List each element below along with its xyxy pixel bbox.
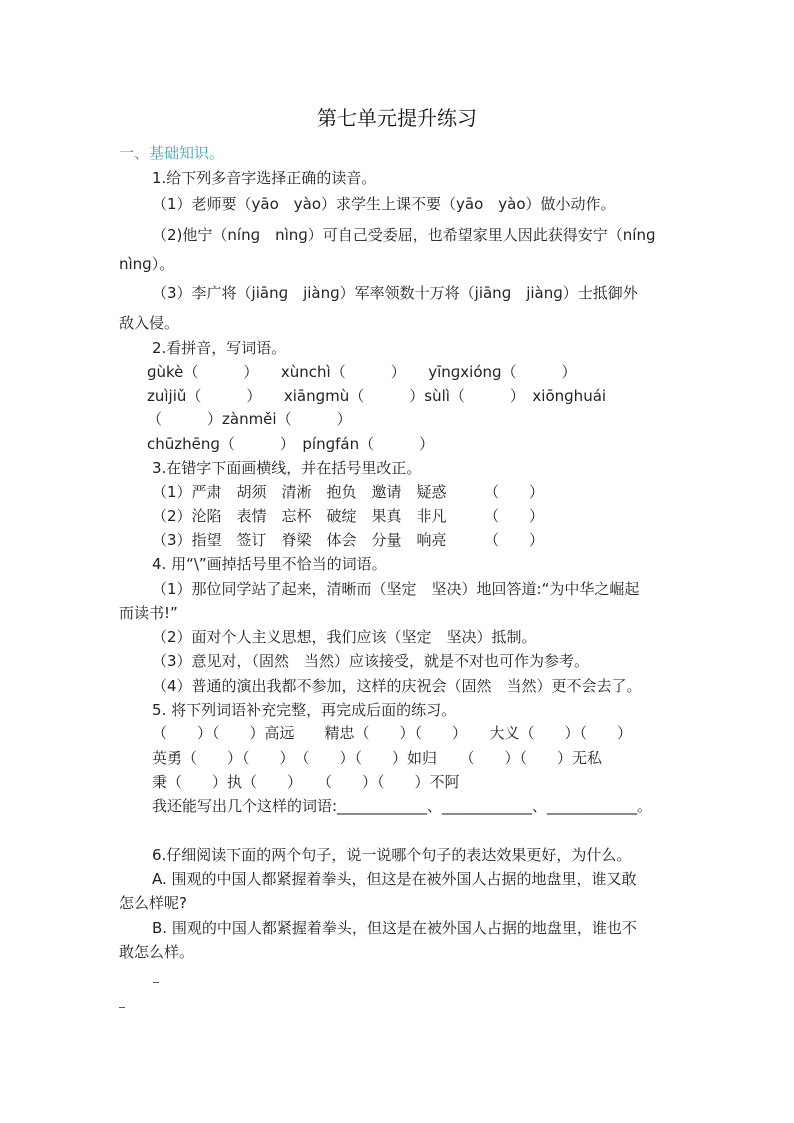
- q6-sentence-b-line-2: 敢怎么样。: [119, 943, 195, 961]
- q5-row-3: 秉（ ）执（ ） （ ）（ ）不阿: [152, 773, 460, 791]
- q1-item-3-line-1: （3）李广将（jiānɡ jiànɡ）军率领数十万将（jiānɡ jiànɡ）士抵御外: [152, 284, 638, 302]
- q1-item-3-line-2: 敌入侵。: [119, 314, 180, 332]
- q6-sentence-b-line-1: B. 围观的中国人都紧握着拳头，但这是在被外国人占据的地盘里，谁也不: [152, 919, 637, 937]
- q2-heading: 2.看拼音，写词语。: [152, 339, 287, 357]
- q4-item-1-line-1: （1）那位同学站了起来，清晰而（坚定 坚决）地回答道:“为中华之崛起: [152, 580, 640, 598]
- q4-item-3: （3）意见对，（固然 当然）应该接受，就是不对也可作为参考。: [152, 652, 590, 670]
- q5-row-1: （ ）（ ）高远 精忠（ ）（ ） 大义（ ）（ ）: [152, 724, 633, 742]
- q5-row-4: 我还能写出几个这样的词语:____________、____________、____________。: [152, 797, 653, 815]
- q6-sentence-a-line-2: 怎么样呢?: [119, 894, 187, 912]
- q4-item-2: （2）面对个人主义思想，我们应该（坚定 坚决）抵制。: [152, 628, 537, 646]
- section-heading-basics: 一、基础知识。: [119, 144, 225, 162]
- q6-heading: 6.仔细阅读下面的两个句子，说一说哪个句子的表达效果更好，为什么。: [152, 846, 632, 864]
- q1-heading: 1.给下列多音字选择正确的读音。: [152, 169, 377, 187]
- page-title: 第七单元提升练习: [317, 106, 477, 130]
- q1-item-1: （1）老师要（yāo yào）求学生上课不要（yāo yào）做小动作。: [152, 195, 616, 213]
- q4-item-4: （4）普通的演出我都不参加，这样的庆祝会（固然 当然）更不会去了。: [152, 677, 642, 695]
- q3-row-3: （3）指望 签订 脊梁 体会 分量 响亮 （ ）: [152, 531, 545, 549]
- q2-row-1: ɡùkè（ ） xùnchì（ ） yīnɡxiónɡ（ ）: [147, 363, 577, 381]
- answer-line-mark: [119, 1007, 125, 1008]
- q4-heading: 4. 用“\”画掉括号里不恰当的词语。: [152, 555, 387, 573]
- q2-row-3: （ ）zànměi（ ）: [147, 410, 352, 428]
- q5-heading: 5. 将下列词语补充完整，再完成后面的练习。: [152, 701, 457, 719]
- q2-row-2: zuìjiǔ（ ） xiānɡmù（ ）sùlì（ ） xiōnɡhuái: [147, 387, 607, 405]
- q3-row-2: （2）沦陷 表情 忘杯 破绽 果真 非凡 （ ）: [152, 507, 545, 525]
- q3-row-1: （1）严肃 胡须 清淅 抱负 邀请 疑惑 （ ）: [152, 483, 545, 501]
- q4-item-1-line-2: 而读书!”: [119, 604, 178, 622]
- answer-line-mark: [153, 982, 159, 983]
- q1-item-2-line-1: （2)他宁（nínɡ nìnɡ）可自己受委屈，也希望家里人因此获得安宁（nínɡ: [152, 226, 656, 244]
- q5-row-2: 英勇（ ）（ ） （ ）（ ）如归 （ ）（ ）无私: [152, 749, 603, 767]
- q1-item-2-line-2: nìnɡ）。: [119, 255, 175, 273]
- q3-heading: 3.在错字下面画横线，并在括号里改正。: [152, 459, 422, 477]
- q2-row-4: chūzhēnɡ（ ） pínɡfán（ ）: [147, 435, 435, 453]
- q6-sentence-a-line-1: A. 围观的中国人都紧握着拳头，但这是在被外国人占据的地盘里，谁又敢: [152, 870, 637, 888]
